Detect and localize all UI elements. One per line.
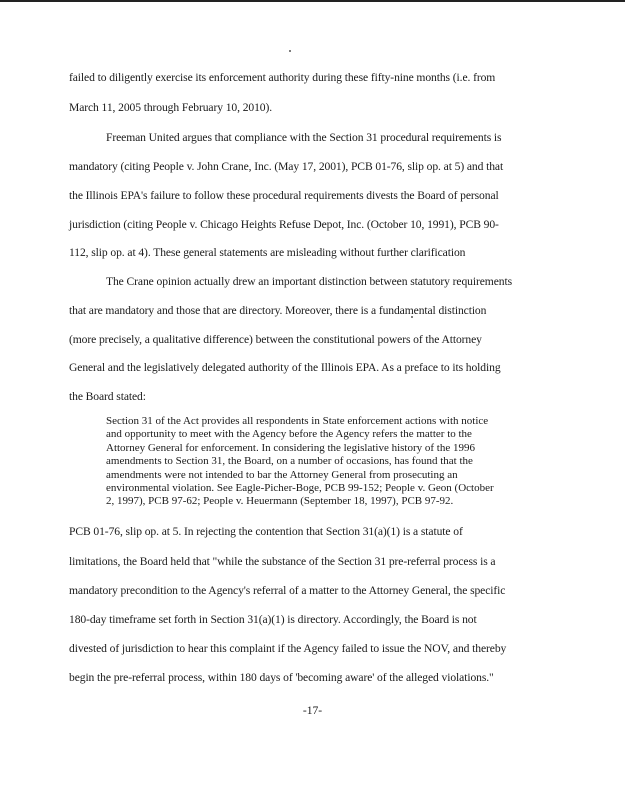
block-quote-line: Section 31 of the Act provides all respondents in State enforcement actions with notice <box>106 415 489 427</box>
paragraph-3-line: General and the legislatively delegated authority of the Illinois EPA. As a preface to its holding <box>69 361 501 374</box>
block-quote-line: environmental violation. See Eagle-Picher-Boge, PCB 99-152; People v. Geon (October <box>106 482 494 495</box>
paragraph-2-line: 112, slip op. at 4). These general statements are misleading without further clarification <box>69 246 466 259</box>
block-quote-line: amendments to Section 31, the Board, on a number of occasions, has found that the <box>106 455 473 468</box>
paragraph-1-line: March 11, 2005 through February 10, 2010). <box>69 101 273 114</box>
paragraph-3-line: the Board stated: <box>69 390 146 403</box>
paragraph-2-line: mandatory (citing People v. John Crane, Inc. (May 17, 2001), PCB 01-76, slip op. at 5) and that <box>69 160 504 173</box>
paragraph-2-line: the Illinois EPA's failure to follow these procedural requirements divests the Board of personal <box>69 189 499 202</box>
paragraph-3-line: The Crane opinion actually drew an important distinction between statutory requirements <box>106 275 512 288</box>
block-quote <box>106 415 546 509</box>
paragraph-4-line: limitations, the Board held that "while the substance of the Section 31 pre-referral process is a <box>69 555 496 568</box>
block-quote-line: Attorney General for enforcement. In considering the legislative history of the 1996 <box>106 441 475 454</box>
paragraph-4-line: 180-day timeframe set forth in Section 31(a)(1) is directory. Accordingly, the Board is not <box>69 613 477 626</box>
page-number: -17- <box>302 704 323 717</box>
paragraph-4-line: begin the pre-referral process, within 180 days of 'becoming aware' of the alleged violations." <box>69 671 494 684</box>
paragraph-2-line: Freeman United argues that compliance with the Section 31 procedural requirements is <box>106 131 502 144</box>
paragraph-3-line: that are mandatory and those that are directory. Moreover, there is a fundamental distinction <box>69 304 487 317</box>
paragraph-4-line: PCB 01-76, slip op. at 5. In rejecting the contention that Section 31(a)(1) is a statute of <box>69 525 463 538</box>
block-quote-line: amendments were not intended to bar the Attorney General from prosecuting an <box>106 468 458 481</box>
paragraph-1-line: failed to diligently exercise its enforcement authority during these fifty-nine months (i.e. from <box>69 71 496 84</box>
block-quote-line: and opportunity to meet with the Agency before the Agency refers the matter to the <box>106 428 472 441</box>
paragraph-2-line: jurisdiction (citing People v. Chicago Heights Refuse Depot, Inc. (October 10, 1991), PCB 90- <box>69 218 499 231</box>
paragraph-4-line: mandatory precondition to the Agency's referral of a matter to the Attorney General, the specific <box>69 584 506 597</box>
paragraph-3-line: (more precisely, a qualitative difference) between the constitutional powers of the Attorney <box>69 333 482 346</box>
paragraph-4-line: divested of jurisdiction to hear this complaint if the Agency failed to issue the NOV, and thereby <box>69 642 507 655</box>
block-quote-line: 2, 1997), PCB 97-62; People v. Heuermann (September 18, 1997), PCB 97-92. <box>106 495 454 508</box>
